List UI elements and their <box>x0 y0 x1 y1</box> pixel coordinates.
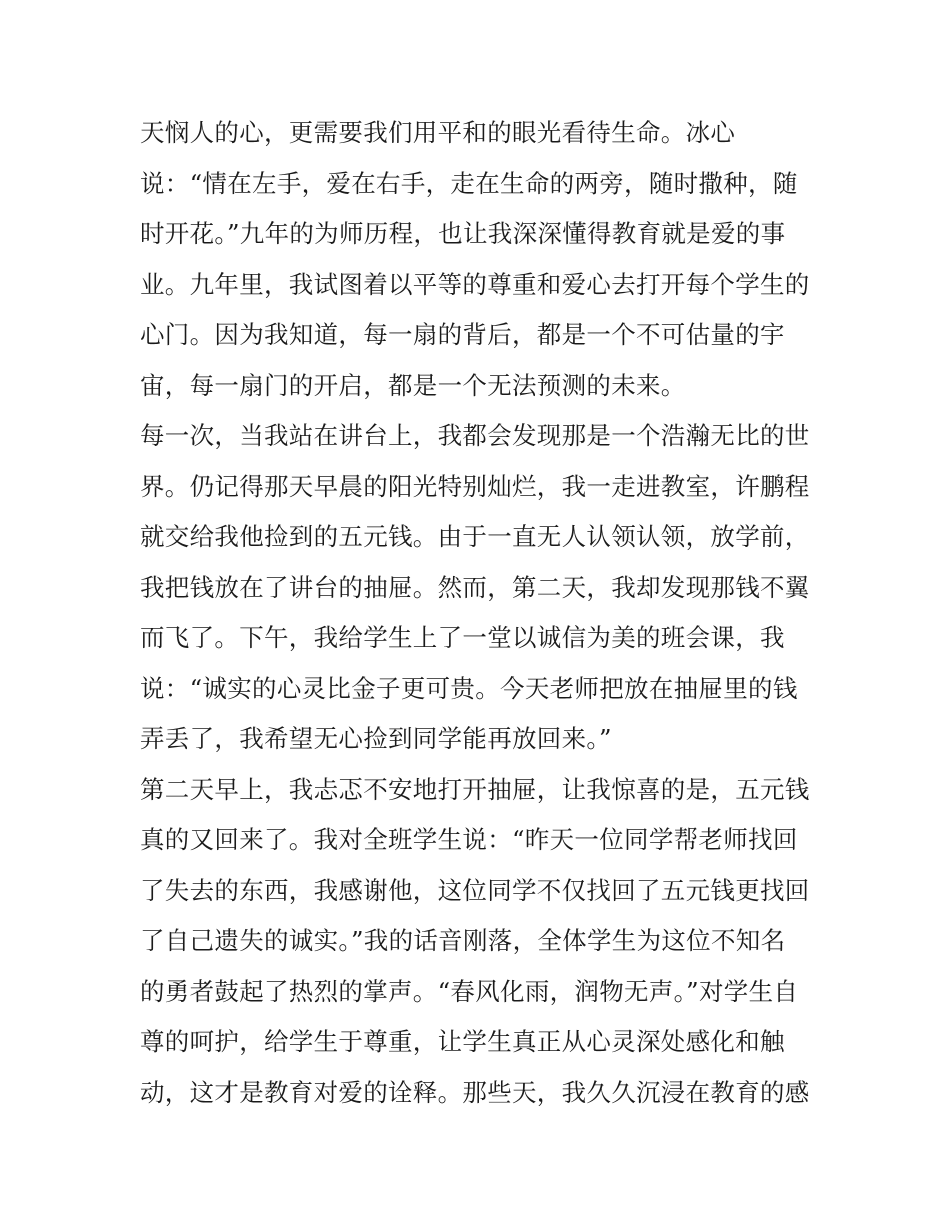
text-line: 每一次，当我站在讲台上，我都会发现那是一个浩瀚无比的世 <box>140 421 810 450</box>
text-line: 弄丢了，我希望无心捡到同学能再放回来。” <box>140 724 612 753</box>
text-line: 时开花。”九年的为师历程，也让我深深懂得教育就是爱的事 <box>140 219 786 248</box>
text-line: 业。九年里，我试图着以平等的尊重和爱心去打开每个学生的 <box>140 269 810 299</box>
text-line: 说：“情在左手，爱在右手，走在生命的两旁，随时撒种，随 <box>140 168 798 198</box>
text-line: 了失去的东西，我感谢他，这位同学不仅找回了五元钱更找回 <box>140 875 810 905</box>
text-line: 天悯人的心，更需要我们用平和的眼光看待生命。冰心 <box>140 118 736 147</box>
text-line: 宙，每一扇门的开启，都是一个无法预测的未来。 <box>140 370 686 400</box>
text-line: 界。仍记得那天早晨的阳光特别灿烂，我一走进教室，许鹏程 <box>140 471 810 501</box>
text-line: 心门。因为我知道，每一扇的背后，都是一个不可估量的宇 <box>140 320 785 349</box>
text-line: 了自己遗失的诚实。”我的话音刚落，全体学生为这位不知名 <box>140 926 786 955</box>
text-line: 真的又回来了。我对全班学生说：“昨天一位同学帮老师找回 <box>140 825 798 854</box>
text-line: 我把钱放在了讲台的抽屉。然而，第二天，我却发现那钱不翼 <box>140 572 810 602</box>
text-line: 的勇者鼓起了热烈的掌声。“春风化雨，润物无声。”对学生自 <box>140 976 799 1006</box>
text-line: 而飞了。下午，我给学生上了一堂以诚信为美的班会课，我 <box>140 623 785 652</box>
text-line: 动，这才是教育对爱的诠释。那些天，我久久沉浸在教育的感 <box>140 1077 810 1107</box>
text-line: 就交给我他捡到的五元钱。由于一直无人认领认领，放学前， <box>140 522 810 551</box>
text-line: 说：“诚实的心灵比金子更可贵。今天老师把放在抽屉里的钱 <box>140 673 798 703</box>
body-text <box>140 108 830 1118</box>
text-line: 尊的呵护，给学生于尊重，让学生真正从心灵深处感化和触 <box>140 1027 785 1056</box>
text-line: 第二天早上，我忐忑不安地打开抽屉，让我惊喜的是，五元钱 <box>140 774 810 804</box>
